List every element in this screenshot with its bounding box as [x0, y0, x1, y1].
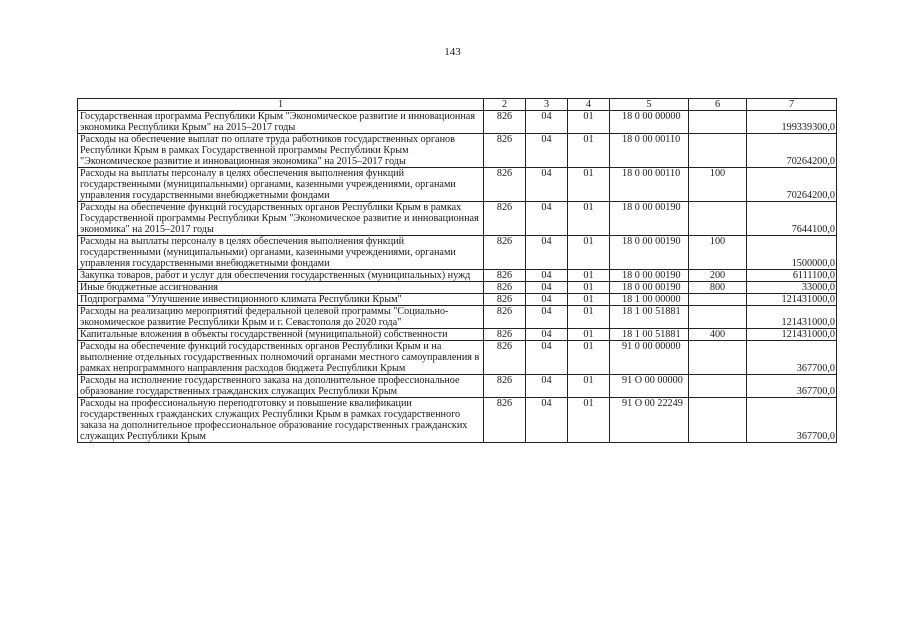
cell-rz: 04	[526, 270, 568, 282]
header-cell-name: 1	[78, 99, 484, 111]
table-row	[78, 341, 837, 375]
cell-pr: 01	[568, 294, 610, 306]
cell-pr: 01	[568, 398, 610, 443]
cell-name: Подпрограмма "Улучшение инвестиционного климата Республики Крым"	[78, 294, 484, 306]
cell-name: Государственная программа Республики Крым "Экономическое развитие и инновационная экономика Республики Крым" на 2015–2017 годы	[78, 111, 484, 134]
cell-name: Расходы на реализацию мероприятий федеральной целевой программы "Социально-экономическое развитие Республики Крым и г. Севастополя до 2020 года"	[78, 306, 484, 329]
cell-vr	[689, 134, 747, 168]
cell-vr	[689, 111, 747, 134]
header-cell-grbs: 2	[484, 99, 526, 111]
cell-pr: 01	[568, 375, 610, 398]
cell-rz: 04	[526, 111, 568, 134]
cell-rz: 04	[526, 306, 568, 329]
cell-rz: 04	[526, 282, 568, 294]
cell-name: Капитальные вложения в объекты государственной (муниципальной) собственности	[78, 329, 484, 341]
cell-rz: 04	[526, 375, 568, 398]
cell-csr: 18 0 00 00190	[610, 282, 689, 294]
cell-name: Расходы на обеспечение функций государственных органов Республики Крым в рамках Государственной программы Республики Крым "Экономическое развитие и инновационная экономика" на 2015–2017 годы	[78, 202, 484, 236]
cell-amount: 367700,0	[747, 341, 837, 375]
cell-name: Расходы на обеспечение выплат по оплате труда работников государственных органов Республики Крым в рамках Государственной программы Республики Крым "Экономическое развитие и инновационная экономика" на 2015–2017 годы	[78, 134, 484, 168]
cell-grbs: 826	[484, 168, 526, 202]
cell-pr: 01	[568, 282, 610, 294]
table-row	[78, 236, 837, 270]
table-row	[78, 306, 837, 329]
cell-rz: 04	[526, 134, 568, 168]
cell-name: Иные бюджетные ассигнования	[78, 282, 484, 294]
page-number: 143	[444, 46, 461, 58]
cell-rz: 04	[526, 398, 568, 443]
cell-vr	[689, 306, 747, 329]
cell-pr: 01	[568, 236, 610, 270]
cell-vr: 200	[689, 270, 747, 282]
cell-vr	[689, 294, 747, 306]
cell-csr: 18 1 00 51881	[610, 329, 689, 341]
cell-vr: 400	[689, 329, 747, 341]
cell-csr: 18 0 00 00000	[610, 111, 689, 134]
cell-amount: 121431000,0	[747, 329, 837, 341]
cell-csr: 18 0 00 00110	[610, 168, 689, 202]
cell-name: Расходы на обеспечение функций государственных органов Республики Крым и на выполнение отдельных государственных полномочий органами местного самоуправления в рамках непрограммного направления расходов бюджета Республики Крым	[78, 341, 484, 375]
cell-vr: 800	[689, 282, 747, 294]
cell-grbs: 826	[484, 236, 526, 270]
table-row	[78, 134, 837, 168]
cell-csr: 91 О 00 22249	[610, 398, 689, 443]
cell-csr: 18 1 00 00000	[610, 294, 689, 306]
cell-amount: 121431000,0	[747, 306, 837, 329]
cell-csr: 91 0 00 00000	[610, 341, 689, 375]
cell-grbs: 826	[484, 134, 526, 168]
table-row	[78, 270, 837, 282]
cell-amount: 199339300,0	[747, 111, 837, 134]
cell-pr: 01	[568, 329, 610, 341]
cell-rz: 04	[526, 168, 568, 202]
cell-grbs: 826	[484, 111, 526, 134]
cell-amount: 70264200,0	[747, 168, 837, 202]
table-row	[78, 375, 837, 398]
table-row	[78, 111, 837, 134]
cell-rz: 04	[526, 236, 568, 270]
cell-grbs: 826	[484, 306, 526, 329]
cell-csr: 18 0 00 00110	[610, 134, 689, 168]
cell-grbs: 826	[484, 329, 526, 341]
cell-amount: 33000,0	[747, 282, 837, 294]
cell-amount: 70264200,0	[747, 134, 837, 168]
cell-pr: 01	[568, 270, 610, 282]
cell-grbs: 826	[484, 375, 526, 398]
table-row	[78, 282, 837, 294]
table-row	[78, 168, 837, 202]
cell-vr: 100	[689, 236, 747, 270]
cell-grbs: 826	[484, 398, 526, 443]
cell-amount: 7644100,0	[747, 202, 837, 236]
cell-grbs: 826	[484, 202, 526, 236]
cell-name: Расходы на исполнение государственного заказа на дополнительное профессиональное образование государственных гражданских служащих Республики Крым	[78, 375, 484, 398]
cell-vr	[689, 375, 747, 398]
cell-rz: 04	[526, 202, 568, 236]
cell-pr: 01	[568, 111, 610, 134]
cell-csr: 18 0 00 00190	[610, 270, 689, 282]
table-header-row	[78, 99, 837, 111]
cell-pr: 01	[568, 202, 610, 236]
cell-grbs: 826	[484, 282, 526, 294]
cell-name: Закупка товаров, работ и услуг для обеспечения государственных (муниципальных) нужд	[78, 270, 484, 282]
cell-pr: 01	[568, 168, 610, 202]
cell-vr	[689, 202, 747, 236]
header-cell-csr: 5	[610, 99, 689, 111]
cell-vr	[689, 398, 747, 443]
budget-table	[77, 98, 837, 443]
cell-amount: 367700,0	[747, 375, 837, 398]
header-cell-vr: 6	[689, 99, 747, 111]
cell-name: Расходы на профессиональную переподготовку и повышение квалификации государственных гражданских служащих Республики Крым в рамках государственного заказа на дополнительное профессиональное образование государственных гражданских служащих Республики Крым	[78, 398, 484, 443]
cell-pr: 01	[568, 341, 610, 375]
table-row	[78, 398, 837, 443]
cell-grbs: 826	[484, 341, 526, 375]
cell-rz: 04	[526, 341, 568, 375]
cell-pr: 01	[568, 306, 610, 329]
table-row	[78, 202, 837, 236]
header-cell-amount: 7	[747, 99, 837, 111]
table-row	[78, 294, 837, 306]
cell-vr: 100	[689, 168, 747, 202]
cell-rz: 04	[526, 329, 568, 341]
cell-csr: 91 О 00 00000	[610, 375, 689, 398]
cell-csr: 18 0 00 00190	[610, 202, 689, 236]
cell-csr: 18 1 00 51881	[610, 306, 689, 329]
cell-amount: 6111100,0	[747, 270, 837, 282]
cell-pr: 01	[568, 134, 610, 168]
table-row	[78, 329, 837, 341]
cell-amount: 367700,0	[747, 398, 837, 443]
header-cell-pr: 4	[568, 99, 610, 111]
cell-vr	[689, 341, 747, 375]
cell-name: Расходы на выплаты персоналу в целях обеспечения выполнения функций государственными (муниципальными) органами, казенными учреждениями, органами управления государственными внебюджетными фондами	[78, 168, 484, 202]
cell-amount: 1500000,0	[747, 236, 837, 270]
cell-grbs: 826	[484, 270, 526, 282]
cell-csr: 18 0 00 00190	[610, 236, 689, 270]
cell-rz: 04	[526, 294, 568, 306]
cell-grbs: 826	[484, 294, 526, 306]
header-cell-rz: 3	[526, 99, 568, 111]
cell-name: Расходы на выплаты персоналу в целях обеспечения выполнения функций государственными (муниципальными) органами, казенными учреждениями, органами управления государственными внебюджетными фондами	[78, 236, 484, 270]
cell-amount: 121431000,0	[747, 294, 837, 306]
